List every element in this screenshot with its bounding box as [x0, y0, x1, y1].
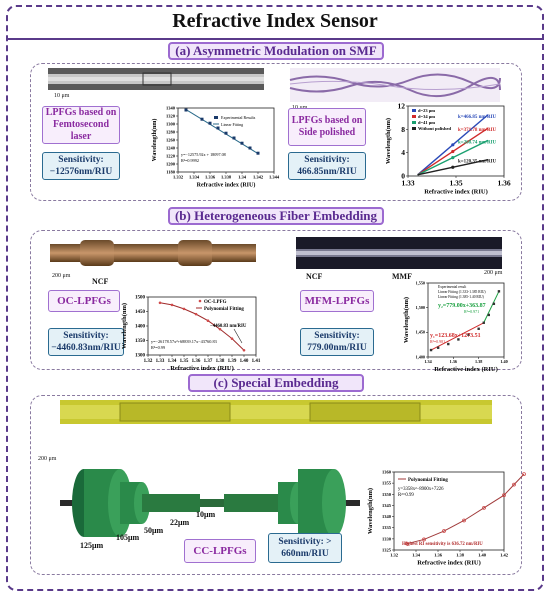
legend-entry: Experimental Results — [221, 115, 256, 120]
ncf-label-left: NCF — [92, 277, 109, 286]
x-tick-label-3: 1.36 — [449, 359, 457, 365]
section-a-title: (a) Asymmetric Modulation on SMF — [168, 42, 384, 60]
plot-area-4 — [394, 472, 504, 550]
x-tick-label-1: 1.36 — [497, 178, 511, 188]
y-tick-label-0: 1240 — [166, 145, 175, 151]
y-tick-label-4: 1345 — [382, 502, 391, 508]
x-tick-label-1: 1.35 — [449, 178, 463, 188]
y-axis-label-4: Wavelength(nm) — [367, 487, 374, 535]
legend-entry: OC-LPFG — [204, 300, 227, 305]
scale-bar-b-left: 200 μm — [52, 273, 71, 279]
page-title: Refractive Index Sensor — [172, 10, 378, 32]
x-tick-label-2: 1.33 — [155, 359, 165, 364]
x-tick-label-2: 1.38 — [215, 359, 225, 364]
y-tick-label-4: 1360 — [382, 469, 391, 475]
mfm-lpfg-label: MFM-LPFGs — [300, 290, 374, 312]
y-tick-label-2: 1500 — [135, 295, 145, 301]
y-tick-label-1: 8 — [401, 124, 405, 134]
y-tick-label-4: 1355 — [382, 480, 391, 486]
line-slope-label: k=120.35 nm/RIU — [458, 159, 497, 165]
x-tick-label-0: 1.344 — [268, 174, 280, 180]
scale-bar-c: 200 μm — [38, 456, 57, 462]
legend-entry: Polynomial Fitting — [204, 307, 244, 312]
femtosecond-label: LPFGs based on Femtosecond laser — [42, 106, 120, 144]
x-tick-label-2: 1.40 — [239, 359, 249, 364]
x-tick-label-4: 1.32 — [390, 552, 398, 558]
y-tick-label-2: 1300 — [135, 353, 145, 359]
line-slope-label: k=268.74 nm/RIU — [458, 140, 497, 146]
x-tick-label-4: 1.40 — [478, 552, 486, 558]
legend-entry: Without polished — [418, 126, 452, 131]
ncf-label-right: NCF — [306, 272, 323, 281]
legend-entry: Experimental result — [438, 285, 467, 289]
x-tick-label-2: 1.32 — [143, 359, 153, 364]
fit-equation: y=−12575.92x + 18097.08 — [181, 152, 226, 157]
y-tick-label-0: 1220 — [166, 153, 175, 159]
x-tick-label-2: 1.37 — [203, 359, 213, 364]
legend-entry: d=34 μm — [418, 114, 435, 119]
y-tick-label-4: 1325 — [382, 547, 391, 553]
y-tick-label-2: 1450 — [135, 310, 145, 316]
x-tick-label-0: 1.332 — [172, 174, 184, 180]
y-tick-label-4: 1335 — [382, 525, 391, 531]
x-tick-label-4: 1.38 — [456, 552, 464, 558]
x-axis-label-2: Refractive index (RIU) — [170, 365, 234, 372]
x-tick-label-0: 1.338 — [220, 174, 232, 180]
y-tick-label-0: 1180 — [166, 169, 175, 175]
y-tick-label-3: 1,550 — [415, 280, 425, 286]
y-tick-label-3: 1,400 — [415, 354, 425, 360]
cc-lpfg-sensitivity: Sensitivity: > 660nm/RIU — [268, 533, 342, 563]
legend-entry: Linear Fitting (1.333-1.385 RIU) — [438, 290, 486, 294]
fit-r2: R²=0.9992 — [181, 158, 199, 163]
x-axis-label-3: Refractive index (RIU) — [434, 366, 498, 374]
y-axis-label-0: Wavelength(nm) — [152, 118, 158, 162]
fit1-r2: R²=0.981 — [430, 339, 446, 344]
fit2-equation: y₂=779.00x+363.87 — [438, 303, 486, 309]
dim-105um: 105μm — [116, 533, 140, 542]
scale-bar-b-right: 200 μm — [484, 270, 503, 276]
y-tick-label-0: 1260 — [166, 137, 175, 143]
x-tick-label-2: 1.35 — [179, 359, 189, 364]
cc-lpfg-label: CC-LPFGs — [184, 539, 256, 563]
section-b-title: (b) Heterogeneous Fiber Embedding — [168, 207, 384, 225]
x-axis-label-1: Refractive index (RIU) — [424, 188, 488, 196]
sensitivity-annotation: Highest RI sensitivity is 636.72 nm/RIU — [402, 542, 483, 547]
x-axis-label-4: Refractive index (RIU) — [417, 559, 481, 567]
y-tick-label-4: 1330 — [382, 536, 391, 542]
x-tick-label-2: 1.36 — [191, 359, 201, 364]
x-tick-label-2: 1.34 — [167, 359, 177, 364]
y-tick-label-0: 1300 — [166, 121, 175, 127]
x-tick-label-1: 1.33 — [401, 178, 415, 188]
y-tick-label-1: 12 — [397, 101, 405, 111]
x-axis-label-0: Refractive index (RIU) — [196, 182, 256, 189]
dim-22um: 22μm — [170, 518, 190, 527]
dim-125um: 125μm — [80, 541, 104, 550]
y-tick-label-0: 1340 — [166, 105, 175, 111]
mmf-label: MMF — [392, 272, 412, 281]
y-axis-label-2: Wavelength(nm) — [121, 302, 128, 350]
x-tick-label-3: 1.40 — [500, 359, 508, 365]
section-c-title: (c) Special Embedding — [188, 374, 364, 392]
sensitivity-annotation: −4460.83 nm/RIU — [210, 324, 247, 329]
dim-10um: 10μm — [196, 510, 216, 519]
fit-equation: y=3358x²−8900x+7226 — [398, 487, 444, 492]
x-tick-label-0: 1.336 — [204, 174, 216, 180]
x-tick-label-4: 1.36 — [434, 552, 442, 558]
oc-lpfg-label: OC-LPFGs — [48, 290, 120, 312]
line-slope-label: k=466.85 nm/RIU — [458, 114, 497, 120]
legend-entry: d=23 μm — [418, 108, 435, 113]
y-tick-label-2: 1350 — [135, 339, 145, 345]
side-polished-sensitivity: Sensitivity: 466.85nm/RIU — [288, 152, 366, 180]
y-tick-label-1: 4 — [401, 148, 405, 158]
y-axis-label-1: Wavelength(nm) — [385, 117, 392, 165]
y-tick-label-0: 1320 — [166, 113, 175, 119]
femtosecond-sensitivity: Sensitivity: −12576nm/RIU — [42, 152, 120, 180]
y-tick-label-3: 1,450 — [415, 329, 425, 335]
legend-entry: d=41 μm — [418, 120, 435, 125]
x-tick-label-4: 1.34 — [412, 552, 420, 558]
x-tick-label-0: 1.334 — [188, 174, 200, 180]
fit2-r2: R²=0.971 — [464, 309, 480, 314]
fit-equation: y=−26178.57x²+68839.17x−43760.83 — [151, 339, 217, 344]
legend-entry: Linear Fitting (1.385-1.40 RIU) — [438, 295, 484, 299]
oc-lpfg-sensitivity: Sensitivity: −4460.83nm/RIU — [48, 328, 124, 356]
x-tick-label-3: 1.38 — [475, 359, 483, 365]
line-slope-label: k=371.78 nm/RIU — [458, 128, 497, 134]
y-tick-label-2: 1400 — [135, 324, 145, 330]
y-tick-label-4: 1350 — [382, 491, 391, 497]
y-tick-label-3: 1,500 — [415, 305, 425, 311]
mfm-lpfg-sensitivity: Sensitivity: 779.00nm/RIU — [300, 328, 374, 356]
y-tick-label-1: 0 — [401, 171, 405, 181]
x-tick-label-2: 1.41 — [251, 359, 261, 364]
fit-r2: R²=0.99 — [151, 345, 166, 350]
legend-entry: Linear Fitting — [221, 122, 244, 127]
legend-entry: Polynomial Fitting — [408, 478, 448, 483]
y-axis-label-3: Wavelength(nm) — [403, 296, 410, 344]
x-tick-label-2: 1.39 — [227, 359, 237, 364]
scale-bar-a-left: 10 μm — [54, 93, 70, 99]
x-tick-label-3: 1.34 — [424, 359, 432, 365]
y-tick-label-4: 1340 — [382, 514, 391, 520]
dim-50um: 50μm — [144, 526, 164, 535]
x-tick-label-0: 1.34 — [238, 174, 246, 180]
fit-r2: R²=0.99 — [398, 493, 414, 498]
side-polished-label: LPFGs based on Side polished — [288, 108, 366, 146]
x-tick-label-4: 1.42 — [500, 552, 508, 558]
fit1-equation: y₁=123.68x+1273.51 — [430, 333, 481, 339]
y-tick-label-0: 1280 — [166, 129, 175, 135]
x-tick-label-0: 1.342 — [252, 174, 264, 180]
y-tick-label-0: 1200 — [166, 161, 175, 167]
